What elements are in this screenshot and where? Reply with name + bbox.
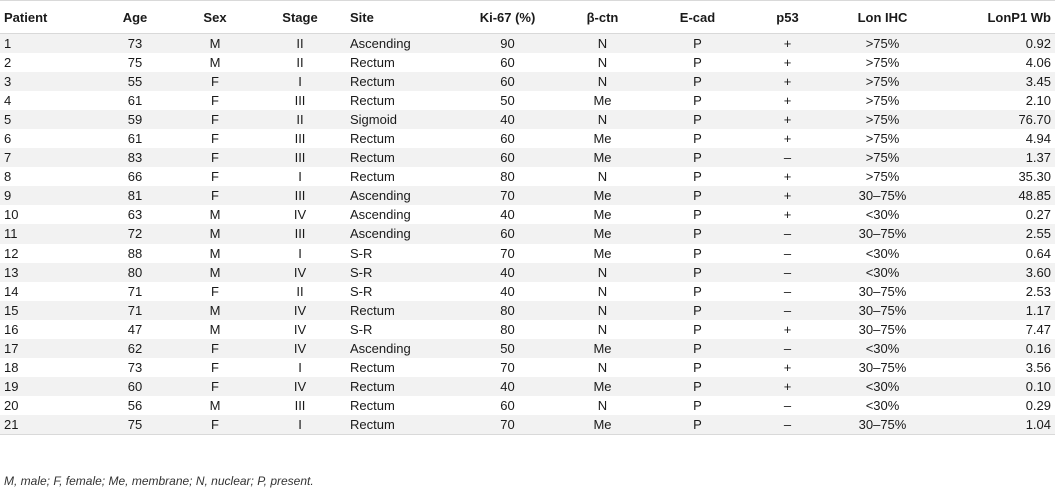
- cell-age: 73: [127, 359, 143, 375]
- cell-site: Rectum: [345, 148, 460, 167]
- cell-stage: IV: [255, 339, 345, 358]
- cell-ki67: 40: [460, 110, 555, 129]
- cell-sex: F: [211, 169, 219, 185]
- cell-stage: II: [255, 110, 345, 129]
- cell-ki67: 90: [460, 34, 555, 54]
- cell-lonp1-wb: 1.17: [935, 301, 1055, 320]
- cell-stage: III: [255, 224, 345, 243]
- cell-patient: 21: [0, 415, 95, 435]
- cell-sex: F: [211, 93, 219, 109]
- cell-age: 72: [95, 224, 175, 243]
- cell-lonp1-wb: 76.70: [935, 110, 1055, 129]
- header-stage: Stage: [255, 1, 345, 34]
- cell-beta-catenin: N: [597, 55, 608, 71]
- cell-stage: I: [298, 359, 302, 375]
- cell-stage: IV: [255, 377, 345, 396]
- cell-ki67: 60: [460, 72, 555, 91]
- cell-p53: –: [783, 283, 792, 299]
- cell-e-cadherin: P: [650, 415, 745, 435]
- cell-site: Ascending: [345, 186, 460, 205]
- cell-lon-ihc: >75%: [865, 169, 900, 185]
- cell-p53: +: [783, 131, 792, 147]
- cell-sex: M: [175, 224, 255, 243]
- cell-beta-catenin: N: [555, 301, 650, 320]
- cell-stage: IV: [293, 207, 307, 223]
- cell-lon-ihc: 30–75%: [858, 321, 907, 337]
- cell-ki67: 80: [500, 169, 515, 185]
- cell-ki67: 50: [460, 339, 555, 358]
- cell-age: 61: [127, 131, 143, 147]
- cell-lon-ihc: 30–75%: [830, 301, 935, 320]
- cell-age: 75: [127, 55, 143, 71]
- cell-age: 59: [95, 110, 175, 129]
- cell-lonp1-wb: 0.92: [935, 34, 1055, 54]
- table-row: [0, 377, 1055, 396]
- cell-ki67: 70: [500, 245, 515, 261]
- cell-beta-catenin: Me: [555, 148, 650, 167]
- table-footnote: M, male; F, female; Me, membrane; N, nuclear; P, present.: [4, 474, 314, 488]
- cell-sex: M: [209, 321, 221, 337]
- cell-sex: F: [211, 359, 219, 375]
- cell-p53: –: [745, 339, 830, 358]
- cell-lonp1-wb: 4.94: [1025, 131, 1051, 147]
- cell-site: Ascending: [350, 207, 411, 223]
- cell-e-cadherin: P: [693, 169, 702, 185]
- cell-beta-catenin: N: [597, 397, 608, 413]
- cell-site: S-R: [345, 263, 460, 282]
- cell-ki67: 70: [500, 359, 515, 375]
- cell-stage: I: [298, 245, 302, 261]
- header-row: [0, 1, 1055, 34]
- cell-sex: F: [175, 148, 255, 167]
- cell-site: Rectum: [345, 301, 460, 320]
- cell-site: Rectum: [345, 72, 460, 91]
- cell-patient: 9: [0, 186, 95, 205]
- cell-stage: III: [294, 93, 306, 109]
- cell-lonp1-wb: 0.29: [1025, 397, 1051, 413]
- cell-e-cadherin: P: [650, 377, 745, 396]
- cell-site: Rectum: [345, 377, 460, 396]
- table-row: [0, 244, 1055, 263]
- cell-sex: F: [175, 72, 255, 91]
- cell-age: 47: [127, 321, 143, 337]
- cell-e-cadherin: P: [650, 339, 745, 358]
- table-row: [0, 110, 1055, 129]
- table-row: [0, 72, 1055, 91]
- cell-patient: 8: [4, 169, 12, 185]
- cell-sex: M: [175, 301, 255, 320]
- cell-stage: IV: [255, 301, 345, 320]
- cell-e-cadherin: P: [693, 321, 702, 337]
- cell-lon-ihc: <30%: [865, 397, 900, 413]
- cell-ki67: 70: [460, 186, 555, 205]
- cell-p53: +: [783, 93, 792, 109]
- cell-age: 80: [95, 263, 175, 282]
- cell-lon-ihc: 30–75%: [830, 224, 935, 243]
- cell-site: Ascending: [345, 339, 460, 358]
- table-row: [0, 320, 1055, 339]
- cell-sex: M: [209, 397, 221, 413]
- table-row: [0, 263, 1055, 282]
- cell-lonp1-wb: 48.85: [935, 186, 1055, 205]
- cell-beta-catenin: Me: [555, 377, 650, 396]
- cell-ki67: 80: [460, 301, 555, 320]
- cell-lon-ihc: >75%: [865, 55, 900, 71]
- table-row: [0, 91, 1055, 110]
- cell-age: 61: [127, 93, 143, 109]
- cell-patient: 11: [0, 224, 95, 243]
- cell-sex: F: [175, 377, 255, 396]
- cell-stage: IV: [255, 263, 345, 282]
- cell-beta-catenin: N: [555, 110, 650, 129]
- cell-beta-catenin: N: [597, 359, 608, 375]
- cell-lon-ihc: <30%: [830, 377, 935, 396]
- table-row: [0, 148, 1055, 167]
- cell-sex: F: [175, 339, 255, 358]
- header-e-cadherin: E-cad: [650, 1, 745, 34]
- cell-patient: 20: [4, 397, 19, 413]
- cell-site: Rectum: [350, 93, 395, 109]
- cell-ki67: 60: [500, 131, 515, 147]
- cell-lon-ihc: <30%: [865, 207, 900, 223]
- cell-lonp1-wb: 2.55: [935, 224, 1055, 243]
- cell-lonp1-wb: 2.10: [1025, 93, 1051, 109]
- cell-ki67: 60: [460, 224, 555, 243]
- cell-stage: II: [296, 283, 304, 299]
- cell-e-cadherin: P: [650, 186, 745, 205]
- cell-p53: –: [783, 245, 792, 261]
- cell-site: Rectum: [350, 169, 395, 185]
- cell-p53: +: [745, 110, 830, 129]
- cell-e-cadherin: P: [693, 397, 702, 413]
- cell-beta-catenin: N: [597, 169, 608, 185]
- cell-site: S-R: [350, 245, 373, 261]
- cell-p53: –: [745, 415, 830, 435]
- cell-site: Rectum: [350, 397, 395, 413]
- cell-ki67: 40: [500, 207, 515, 223]
- table-row: [0, 186, 1055, 205]
- cell-patient: 17: [0, 339, 95, 358]
- header-patient: Patient: [0, 1, 95, 34]
- cell-age: 81: [95, 186, 175, 205]
- cell-patient: 19: [0, 377, 95, 396]
- header-sex: Sex: [175, 1, 255, 34]
- cell-site: Rectum: [345, 415, 460, 435]
- table-row: [0, 224, 1055, 243]
- cell-stage: I: [298, 169, 302, 185]
- cell-lonp1-wb: 0.27: [1025, 207, 1051, 223]
- cell-beta-catenin: N: [555, 72, 650, 91]
- cell-patient: 3: [0, 72, 95, 91]
- table-row: [0, 301, 1055, 320]
- cell-stage: III: [255, 148, 345, 167]
- table-row: [0, 415, 1055, 435]
- cell-p53: –: [745, 301, 830, 320]
- table-row: [0, 53, 1055, 72]
- cell-ki67: 70: [460, 415, 555, 435]
- cell-beta-catenin: Me: [593, 93, 612, 109]
- cell-sex: M: [209, 55, 221, 71]
- cell-site: Rectum: [350, 359, 395, 375]
- cell-age: 55: [95, 72, 175, 91]
- cell-sex: F: [175, 415, 255, 435]
- cell-ki67: 60: [500, 55, 515, 71]
- cell-ki67: 60: [460, 148, 555, 167]
- cell-patient: 12: [4, 245, 19, 261]
- header-site: Site: [345, 1, 460, 34]
- cell-patient: 14: [4, 283, 19, 299]
- cell-p53: +: [783, 207, 792, 223]
- cell-beta-catenin: Me: [555, 224, 650, 243]
- cell-age: 62: [95, 339, 175, 358]
- cell-patient: 15: [0, 301, 95, 320]
- cell-sex: F: [211, 283, 219, 299]
- table-row: [0, 339, 1055, 358]
- cell-e-cadherin: P: [693, 55, 702, 71]
- cell-lon-ihc: >75%: [830, 72, 935, 91]
- cell-age: 66: [127, 169, 143, 185]
- cell-ki67: 40: [460, 263, 555, 282]
- cell-stage: II: [296, 55, 304, 71]
- cell-p53: –: [745, 224, 830, 243]
- cell-p53: –: [745, 148, 830, 167]
- cell-age: 88: [127, 245, 143, 261]
- cell-lon-ihc: <30%: [865, 245, 900, 261]
- cell-site: S-R: [350, 321, 373, 337]
- cell-lonp1-wb: 1.37: [935, 148, 1055, 167]
- cell-p53: –: [783, 397, 792, 413]
- cell-patient: 6: [4, 131, 12, 147]
- header-lonp1-wb: LonP1 Wb: [935, 1, 1055, 34]
- cell-age: 56: [127, 397, 143, 413]
- cell-patient: 5: [0, 110, 95, 129]
- cell-lonp1-wb: 2.53: [1025, 283, 1051, 299]
- cell-e-cadherin: P: [650, 34, 745, 54]
- header-p53: p53: [745, 1, 830, 34]
- cell-lon-ihc: >75%: [865, 93, 900, 109]
- cell-p53: +: [783, 359, 792, 375]
- cell-patient: 10: [4, 207, 19, 223]
- cell-stage: III: [255, 186, 345, 205]
- cell-e-cadherin: P: [693, 283, 702, 299]
- cell-site: Rectum: [350, 55, 395, 71]
- table-body: [0, 34, 1055, 435]
- cell-lon-ihc: <30%: [830, 339, 935, 358]
- cell-lon-ihc: 30–75%: [830, 415, 935, 435]
- cell-e-cadherin: P: [650, 72, 745, 91]
- cell-lonp1-wb: 4.06: [1025, 55, 1051, 71]
- cell-lon-ihc: >75%: [865, 131, 900, 147]
- cell-age: 63: [127, 207, 143, 223]
- cell-lonp1-wb: 3.45: [935, 72, 1055, 91]
- cell-lon-ihc: >75%: [830, 148, 935, 167]
- cell-beta-catenin: N: [597, 321, 608, 337]
- cell-stage: I: [255, 72, 345, 91]
- table-row: [0, 396, 1055, 415]
- cell-lon-ihc: 30–75%: [858, 359, 907, 375]
- header-age: Age: [95, 1, 175, 34]
- cell-sex: M: [175, 263, 255, 282]
- cell-lonp1-wb: 3.60: [935, 263, 1055, 282]
- cell-e-cadherin: P: [650, 263, 745, 282]
- cell-beta-catenin: Me: [555, 339, 650, 358]
- table-row: [0, 129, 1055, 148]
- cell-age: 71: [127, 283, 143, 299]
- cell-sex: F: [175, 186, 255, 205]
- cell-beta-catenin: Me: [593, 131, 612, 147]
- cell-beta-catenin: Me: [555, 186, 650, 205]
- cell-patient: 7: [0, 148, 95, 167]
- cell-stage: IV: [293, 321, 307, 337]
- cell-sex: M: [175, 34, 255, 54]
- cell-lon-ihc: >75%: [830, 110, 935, 129]
- cell-lonp1-wb: 1.04: [935, 415, 1055, 435]
- cell-lon-ihc: <30%: [830, 263, 935, 282]
- cell-p53: –: [745, 263, 830, 282]
- cell-sex: M: [209, 245, 221, 261]
- header-beta-catenin: β-ctn: [555, 1, 650, 34]
- cell-lon-ihc: 30–75%: [858, 283, 907, 299]
- cell-patient: 4: [4, 93, 12, 109]
- cell-ki67: 50: [500, 93, 515, 109]
- cell-p53: +: [783, 169, 792, 185]
- cell-age: 73: [95, 34, 175, 54]
- cell-e-cadherin: P: [693, 359, 702, 375]
- cell-p53: +: [745, 72, 830, 91]
- cell-e-cadherin: P: [650, 301, 745, 320]
- cell-patient: 16: [4, 321, 19, 337]
- cell-sex: M: [209, 207, 221, 223]
- cell-beta-catenin: Me: [593, 207, 612, 223]
- cell-p53: +: [745, 34, 830, 54]
- cell-p53: +: [745, 377, 830, 396]
- cell-p53: +: [783, 55, 792, 71]
- cell-patient: 2: [4, 55, 12, 71]
- cell-beta-catenin: N: [597, 283, 608, 299]
- cell-beta-catenin: Me: [555, 415, 650, 435]
- cell-site: Rectum: [350, 131, 395, 147]
- cell-lonp1-wb: 0.64: [1025, 245, 1051, 261]
- cell-beta-catenin: Me: [593, 245, 612, 261]
- cell-lon-ihc: 30–75%: [830, 186, 935, 205]
- cell-e-cadherin: P: [650, 148, 745, 167]
- cell-site: Ascending: [345, 34, 460, 54]
- cell-e-cadherin: P: [650, 224, 745, 243]
- cell-sex: F: [211, 131, 219, 147]
- cell-lonp1-wb: 7.47: [1025, 321, 1051, 337]
- cell-stage: II: [255, 34, 345, 54]
- cell-age: 75: [95, 415, 175, 435]
- cell-beta-catenin: N: [555, 263, 650, 282]
- table-row: [0, 205, 1055, 224]
- cell-lonp1-wb: 0.16: [935, 339, 1055, 358]
- table-row: [0, 167, 1055, 186]
- cell-ki67: 80: [500, 321, 515, 337]
- cell-age: 71: [95, 301, 175, 320]
- cell-lonp1-wb: 3.56: [1025, 359, 1051, 375]
- cell-ki67: 40: [500, 283, 515, 299]
- cell-age: 83: [95, 148, 175, 167]
- cell-age: 60: [95, 377, 175, 396]
- header-ki67: Ki-67 (%): [460, 1, 555, 34]
- cell-e-cadherin: P: [693, 207, 702, 223]
- cell-ki67: 40: [460, 377, 555, 396]
- cell-site: S-R: [350, 283, 373, 299]
- cell-p53: +: [783, 321, 792, 337]
- cell-site: Sigmoid: [345, 110, 460, 129]
- cell-lon-ihc: >75%: [830, 34, 935, 54]
- cell-sex: F: [175, 110, 255, 129]
- cell-lonp1-wb: 35.30: [1018, 169, 1051, 185]
- cell-patient: 13: [0, 263, 95, 282]
- table-row: [0, 34, 1055, 54]
- cell-site: Ascending: [345, 224, 460, 243]
- cell-beta-catenin: N: [555, 34, 650, 54]
- cell-e-cadherin: P: [693, 131, 702, 147]
- cell-stage: III: [294, 131, 306, 147]
- cell-e-cadherin: P: [693, 245, 702, 261]
- table-row: [0, 282, 1055, 301]
- header-lon-ihc: Lon IHC: [830, 1, 935, 34]
- cell-e-cadherin: P: [693, 93, 702, 109]
- cell-lonp1-wb: 0.10: [935, 377, 1055, 396]
- cell-p53: +: [745, 186, 830, 205]
- table-row: [0, 358, 1055, 377]
- cell-ki67: 60: [500, 397, 515, 413]
- cell-patient: 18: [4, 359, 19, 375]
- cell-e-cadherin: P: [650, 110, 745, 129]
- cell-stage: I: [255, 415, 345, 435]
- cell-stage: III: [294, 397, 306, 413]
- cell-patient: 1: [0, 34, 95, 54]
